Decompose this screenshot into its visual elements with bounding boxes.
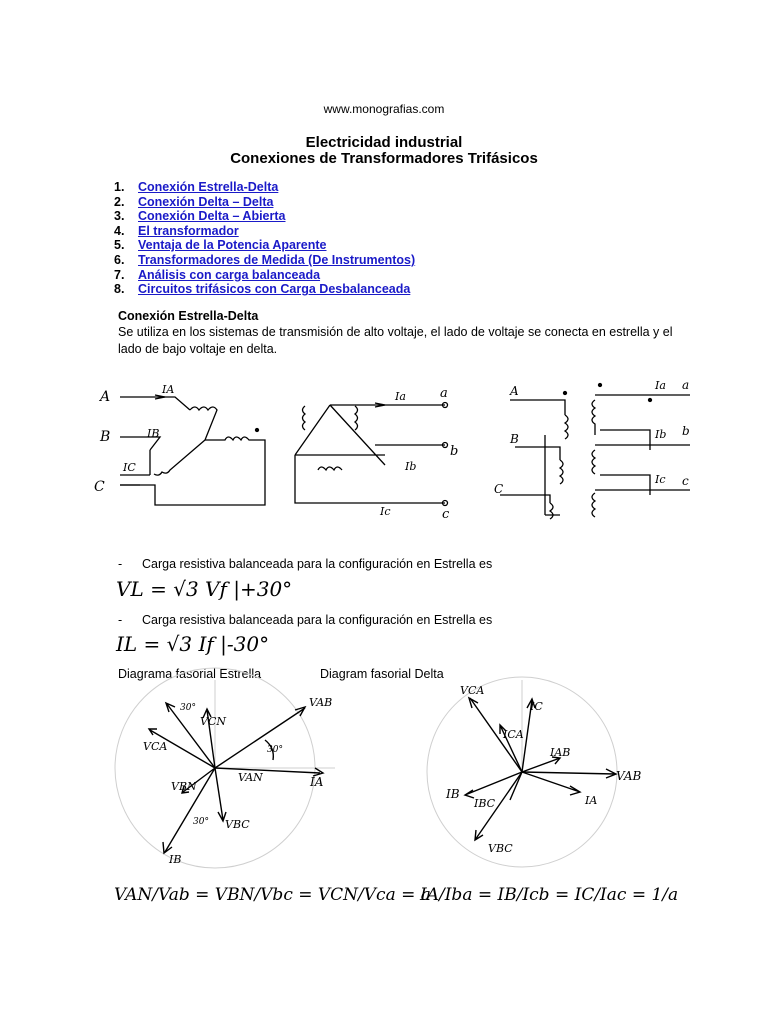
toc-item: 8. Circuitos trifásicos con Carga Desbalanceada bbox=[114, 282, 411, 297]
section-title: Conexión Estrella-Delta bbox=[118, 309, 259, 323]
svg-text:C: C bbox=[494, 482, 504, 496]
svg-text:Ib: Ib bbox=[655, 428, 667, 441]
svg-text:Ia: Ia bbox=[655, 379, 666, 392]
toc-link-delta-delta[interactable]: Conexión Delta – Delta bbox=[138, 194, 274, 209]
svg-text:VAN/Vab = VBN/Vbc = VCN/Vca =: VAN/Vab = VBN/Vbc = VCN/Vca = a bbox=[114, 885, 431, 905]
svg-text:IA: IA bbox=[585, 794, 598, 807]
svg-text:VAN: VAN bbox=[238, 771, 263, 784]
svg-text:c: c bbox=[682, 474, 689, 488]
table-of-contents bbox=[114, 180, 415, 297]
svg-text:VBC: VBC bbox=[488, 842, 513, 855]
svg-text:VCA: VCA bbox=[143, 740, 168, 753]
svg-text:A: A bbox=[510, 384, 519, 398]
svg-text:b: b bbox=[450, 444, 459, 459]
transformer-bank-sketch bbox=[494, 378, 690, 519]
toc-link-delta-abierta[interactable]: Conexión Delta – Abierta bbox=[138, 209, 286, 224]
svg-text:30°: 30° bbox=[267, 745, 283, 755]
toc-item: 3. Conexión Delta – Abierta bbox=[114, 209, 286, 224]
wiring-diagram-figure bbox=[90, 375, 700, 525]
svg-text:A: A bbox=[100, 389, 111, 405]
formula-voltage bbox=[112, 572, 292, 604]
toc-item: 6. Transformadores de Medida (De Instrumentos) bbox=[114, 252, 416, 267]
toc-link-transformador[interactable]: El transformador bbox=[138, 223, 239, 238]
svg-text:B: B bbox=[510, 432, 519, 446]
svg-text:Ia: Ia bbox=[395, 390, 406, 403]
svg-text:30°: 30° bbox=[180, 703, 196, 713]
toc-link-transformadores-medida[interactable]: Transformadores de Medida (De Instrumentos) bbox=[138, 252, 416, 267]
svg-text:IA: IA bbox=[310, 775, 324, 789]
svg-text:IL = √3 If |-30°: IL = √3 If |-30° bbox=[116, 632, 270, 656]
svg-text:b: b bbox=[682, 424, 690, 438]
svg-text:VCN: VCN bbox=[200, 715, 226, 728]
svg-text:IBC: IBC bbox=[474, 797, 496, 810]
star-phasor-diagram bbox=[105, 680, 345, 870]
toc-item: 4. El transformador bbox=[114, 223, 239, 238]
svg-text:C: C bbox=[94, 479, 105, 495]
svg-text:VCA: VCA bbox=[460, 684, 485, 697]
toc-link-estrella-delta[interactable]: Conexión Estrella-Delta bbox=[138, 180, 279, 194]
svg-text:IA: IA bbox=[162, 383, 175, 396]
svg-text:VAB: VAB bbox=[616, 769, 642, 783]
star-ratio-formula bbox=[112, 872, 431, 916]
svg-text:IC: IC bbox=[530, 700, 543, 713]
toc-link-potencia-aparente[interactable]: Ventaja de la Potencia Aparente bbox=[138, 238, 327, 253]
svg-text:30°: 30° bbox=[193, 817, 209, 827]
document-title: Electricidad industrial bbox=[305, 134, 463, 151]
bullet-voltage: - Carga resistiva balanceada para la configuración en Estrella es bbox=[118, 557, 493, 571]
document-subtitle: Conexiones de Transformadores Trifásicos bbox=[230, 150, 538, 167]
svg-text:IA/Iba = IB/Icb = IC/Iac = 1/a: IA/Iba = IB/Icb = IC/Iac = 1/a bbox=[420, 885, 679, 905]
svg-text:a: a bbox=[682, 378, 690, 392]
svg-text:B: B bbox=[100, 429, 111, 445]
svg-text:a: a bbox=[440, 386, 448, 401]
toc-link-carga-balanceada[interactable]: Análisis con carga balanceada bbox=[138, 267, 321, 282]
svg-text:IC: IC bbox=[123, 461, 136, 474]
svg-text:Ic: Ic bbox=[655, 473, 666, 486]
delta-secondary-sketch bbox=[295, 386, 458, 522]
toc-link-carga-desbalanceada[interactable]: Circuitos trifásicos con Carga Desbalanceada bbox=[138, 282, 411, 297]
site-url: www.monografias.com bbox=[323, 102, 445, 116]
bullet-current: - Carga resistiva balanceada para la configuración en Estrella es bbox=[118, 613, 493, 627]
svg-text:VAB: VAB bbox=[309, 696, 333, 709]
star-primary-sketch bbox=[94, 383, 265, 505]
caption-delta-diagram: Diagram fasorial Delta bbox=[320, 667, 444, 681]
toc-item: 7. Análisis con carga balanceada bbox=[114, 267, 321, 282]
formula-current bbox=[112, 627, 292, 659]
svg-text:c: c bbox=[442, 507, 450, 522]
svg-text:ICA: ICA bbox=[503, 728, 524, 741]
section-paragraph: Se utiliza en los sistemas de transmisión de alto voltaje, el lado de voltaje se conecta en estrella y el lado de bajo voltaje en delta. bbox=[118, 325, 673, 356]
delta-ratio-formula bbox=[418, 872, 679, 916]
delta-phasor-diagram bbox=[430, 680, 670, 860]
svg-text:Ic: Ic bbox=[380, 505, 391, 518]
toc-item: 5. Ventaja de la Potencia Aparente bbox=[114, 238, 327, 253]
svg-text:VBN: VBN bbox=[171, 780, 197, 793]
svg-text:Ib: Ib bbox=[405, 460, 417, 473]
toc-item: 1. Conexión Estrella-Delta bbox=[114, 180, 279, 194]
svg-text:IB: IB bbox=[169, 853, 182, 866]
svg-text:VBC: VBC bbox=[225, 818, 250, 831]
caption-star-diagram: Diagrama fasorial Estrella bbox=[118, 667, 262, 681]
svg-text:VL = √3 Vf |+30°: VL = √3 Vf |+30° bbox=[116, 577, 293, 601]
toc-item: 2. Conexión Delta – Delta bbox=[114, 194, 274, 209]
svg-text:IAB: IAB bbox=[550, 746, 571, 759]
svg-text:IB: IB bbox=[446, 787, 460, 801]
svg-text:IB: IB bbox=[147, 427, 160, 440]
